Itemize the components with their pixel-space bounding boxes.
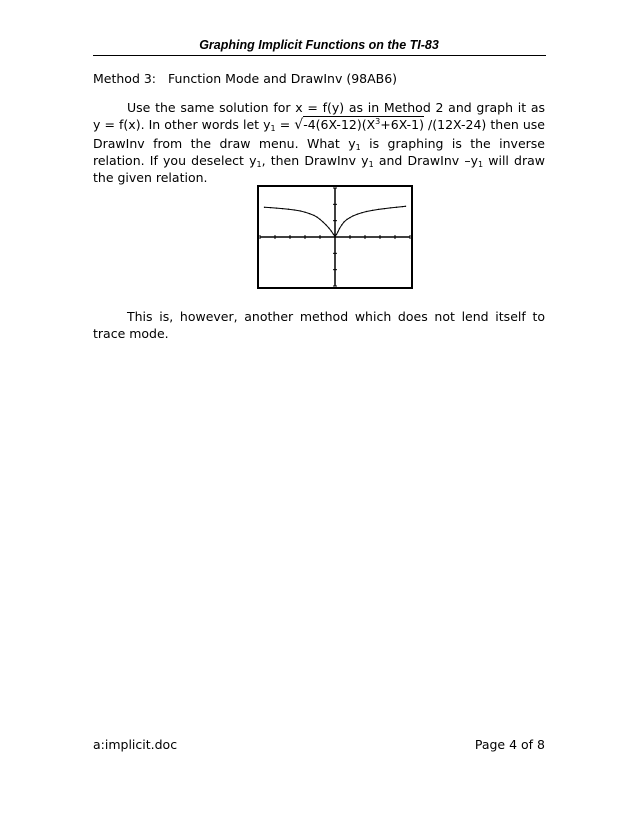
p1-sub-5: 1 xyxy=(477,159,484,169)
curve-point xyxy=(402,206,403,207)
curve-point xyxy=(357,214,358,215)
curve-point xyxy=(333,234,334,235)
p1-text-2: = xyxy=(275,117,295,133)
curve-point xyxy=(337,231,338,232)
footer-page-number: Page 4 of 8 xyxy=(474,737,545,752)
curve-point xyxy=(276,208,277,209)
curve-point xyxy=(336,234,337,235)
section-heading xyxy=(93,71,397,86)
curve-point xyxy=(339,228,340,229)
curve-point xyxy=(270,207,271,208)
curve-point xyxy=(390,207,391,208)
curve-point xyxy=(361,212,362,213)
section-title: Function Mode and DrawInv (98AB6) xyxy=(168,71,398,86)
header-title: Graphing Implicit Functions on the TI-83 xyxy=(199,38,439,52)
radicand-part-1: -4(6X-12)(X xyxy=(303,117,376,133)
p2-text: This is, however, another method which does not lend itself to trace mode. xyxy=(93,309,545,342)
radicand-part-2: +6X-1) xyxy=(380,117,424,133)
p1-sub-2: 1 xyxy=(355,142,361,152)
curve-point xyxy=(334,236,335,237)
curve-point xyxy=(366,211,367,212)
p1-text-5: , then DrawInv y xyxy=(261,152,369,168)
curve-point xyxy=(372,210,373,211)
footer-filename: a:implicit.doc xyxy=(93,737,178,752)
calculator-graph xyxy=(257,185,413,293)
p1-sub-4: 1 xyxy=(368,159,374,169)
curve-point xyxy=(300,210,301,211)
curve-point xyxy=(319,219,320,220)
curve-point xyxy=(352,215,353,216)
curve-point xyxy=(322,221,323,222)
curve-point xyxy=(346,219,347,220)
p1-text-3: /(12X-24) then use DrawInv from the draw menu. What y xyxy=(93,117,546,151)
curve-point xyxy=(288,209,289,210)
radicand xyxy=(303,116,424,132)
sqrt-symbol: √ xyxy=(294,117,304,134)
curve-point xyxy=(304,212,305,213)
curve-point xyxy=(331,231,332,232)
curve-point xyxy=(349,217,350,218)
paragraph-closing xyxy=(93,308,545,343)
curve-point xyxy=(328,228,329,229)
curve-point xyxy=(264,207,265,208)
p1-text-6: and DrawInv –y xyxy=(373,152,478,168)
curve-point xyxy=(316,217,317,218)
curve-point xyxy=(341,224,342,225)
curve-point xyxy=(294,209,295,210)
section-label: Method 3: xyxy=(93,71,157,86)
p1-text-7: will draw the given relation. xyxy=(93,152,546,186)
p1-text-1: Use the same solution for x = f(y) as in Method 2 and graph it as y = f(x). In other words let y xyxy=(93,100,545,133)
curve-point xyxy=(405,206,406,207)
curve-point xyxy=(325,224,326,225)
curve-point xyxy=(309,213,310,214)
p1-sub-1: 1 xyxy=(270,124,276,134)
curve-point xyxy=(343,221,344,222)
curve-point xyxy=(282,208,283,209)
paragraph-method3 xyxy=(93,99,545,186)
curve-point xyxy=(378,209,379,210)
radicand-exponent: 3 xyxy=(375,117,381,127)
p1-sub-3: 1 xyxy=(256,159,262,169)
curve-point xyxy=(313,215,314,216)
curve-point xyxy=(396,207,397,208)
p1-text-4: is graphing is the inverse relation. If you deselect y xyxy=(93,135,545,168)
header-rule xyxy=(93,55,546,56)
curve-point xyxy=(384,208,385,209)
graph-svg xyxy=(257,185,413,289)
